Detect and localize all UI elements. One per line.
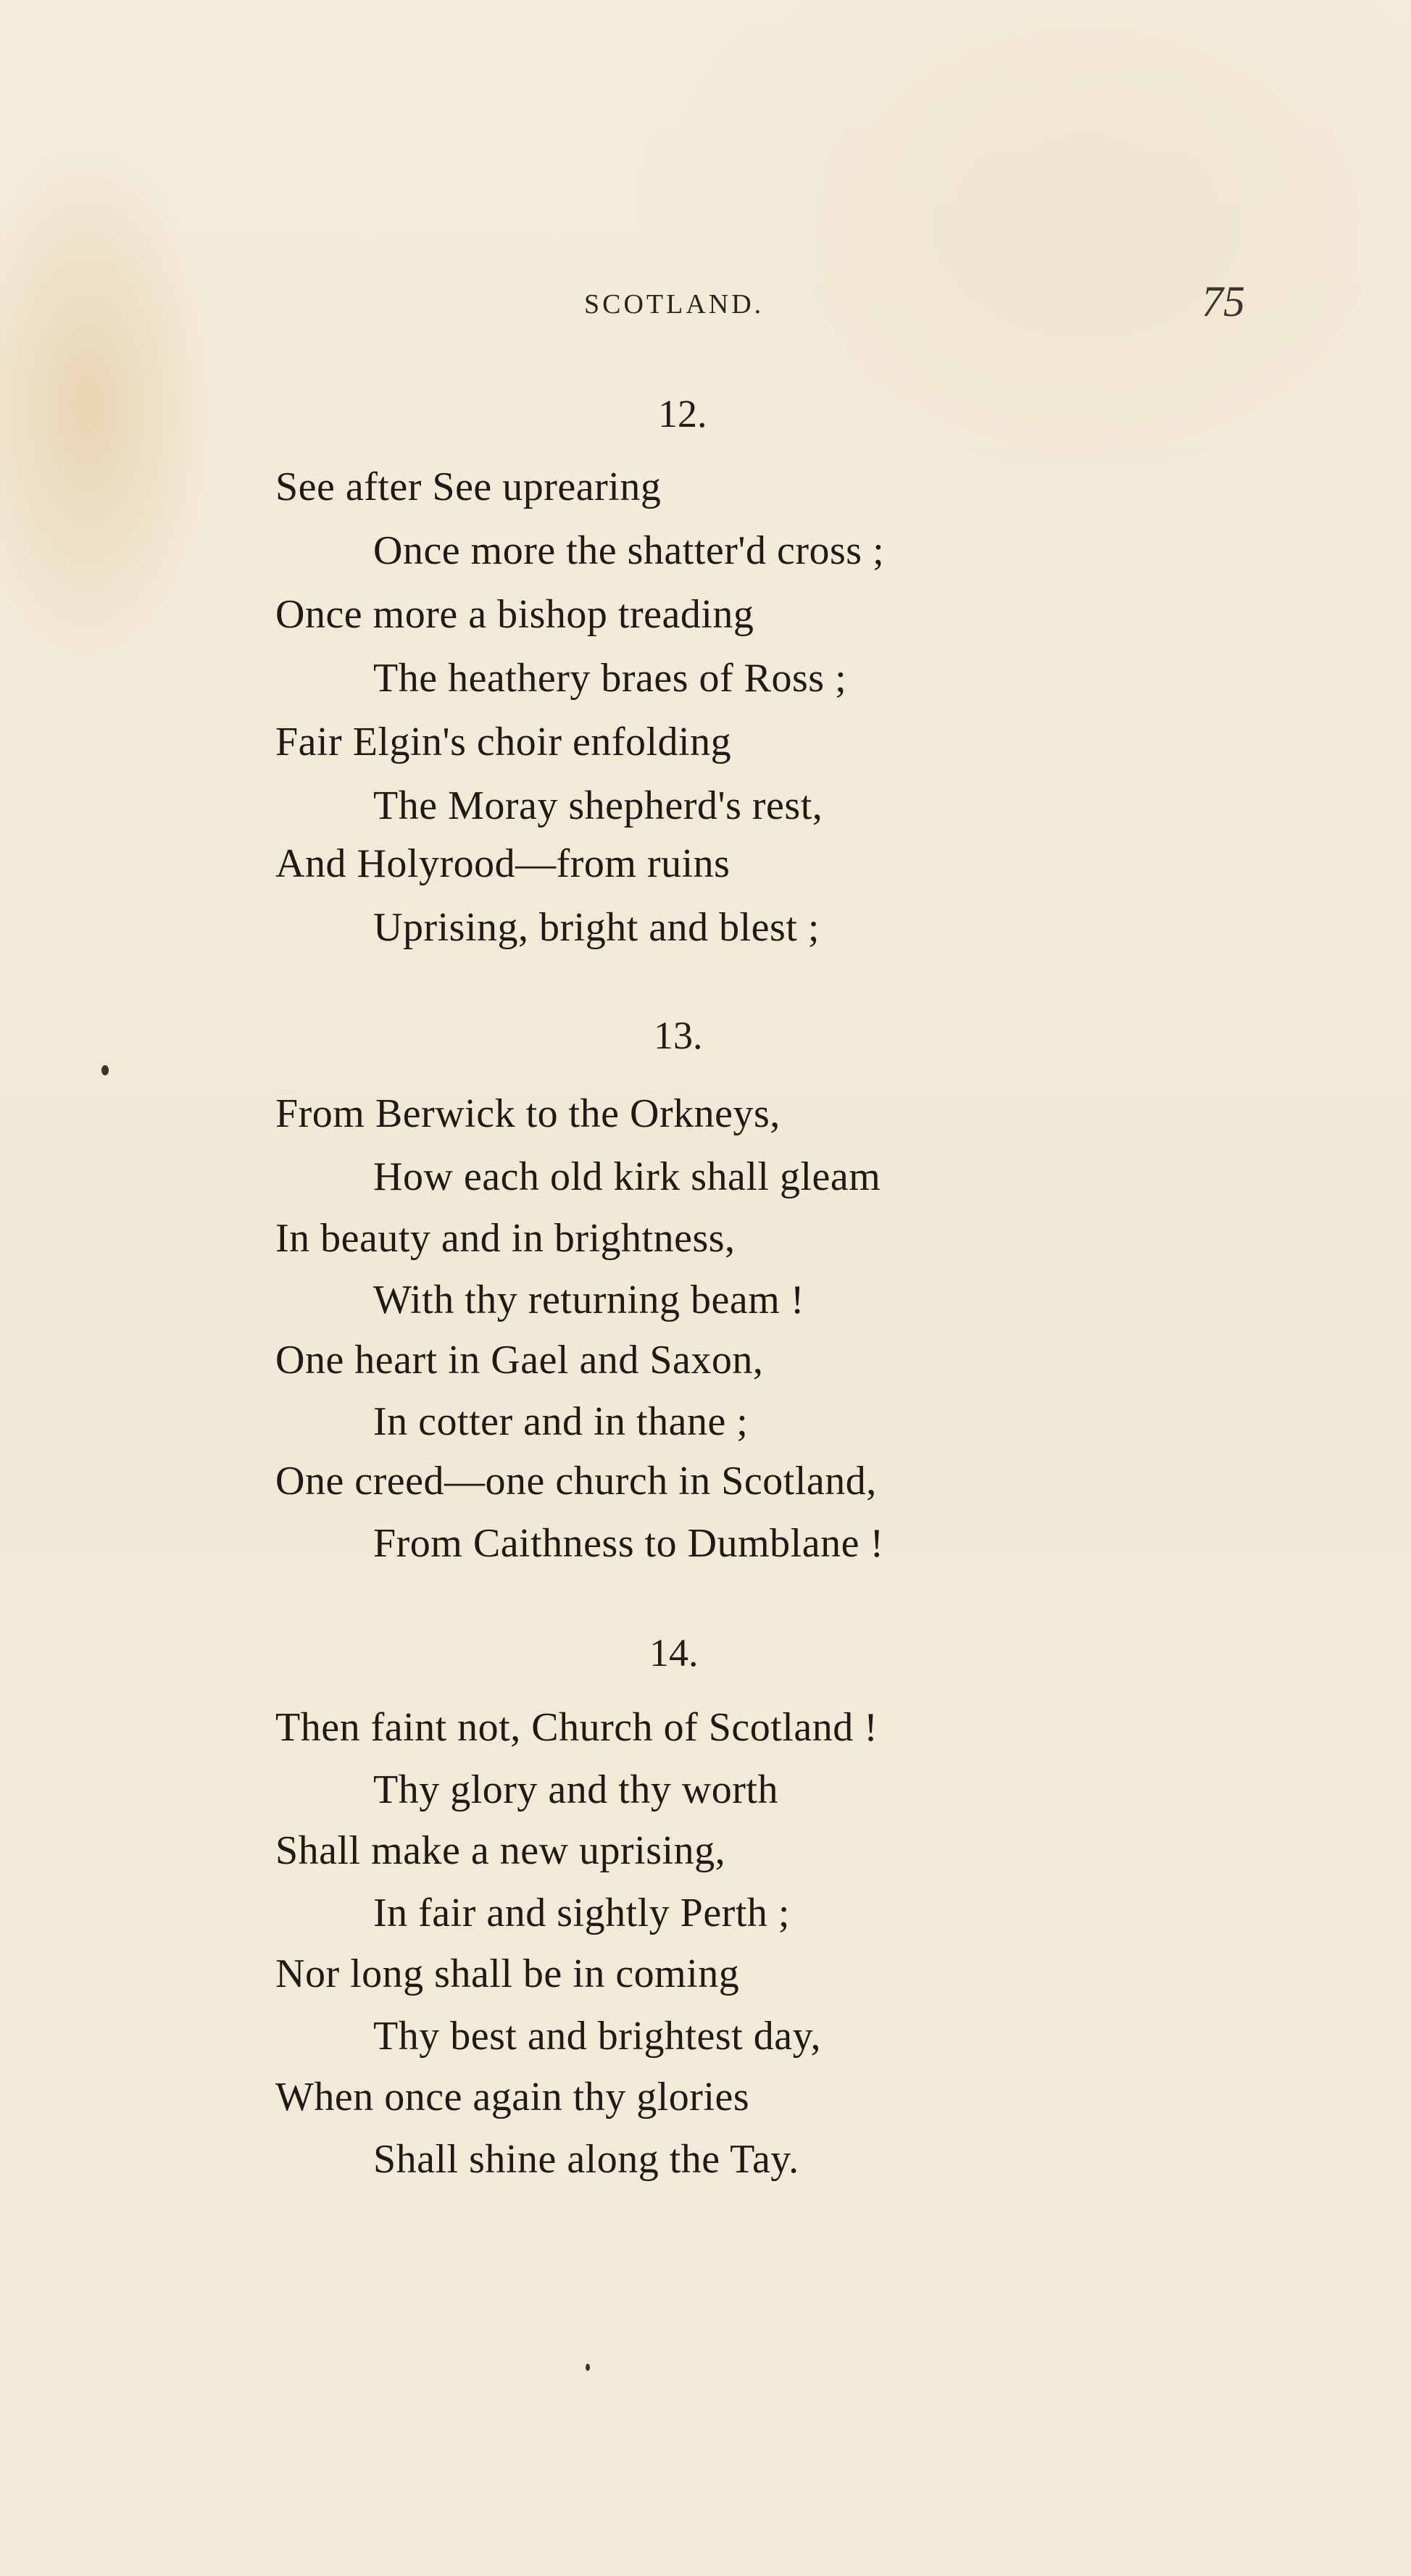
stanza-number: 13. (654, 1014, 703, 1057)
verse-line: From Caithness to Dumblane ! (373, 1521, 884, 1566)
verse-line: One creed—one church in Scotland, (275, 1459, 877, 1504)
verse-line: In cotter and in thane ; (373, 1399, 749, 1444)
ink-speck (101, 1065, 109, 1075)
verse-line: The heathery braes of Ross ; (373, 656, 847, 701)
verse-line: Then faint not, Church of Scotland ! (275, 1705, 878, 1750)
verse-line: Nor long shall be in coming (275, 1951, 740, 1996)
verse-line: With thy returning beam ! (373, 1277, 804, 1322)
verse-line: How each old kirk shall gleam (373, 1154, 881, 1199)
verse-line: In beauty and in brightness, (275, 1216, 736, 1261)
page-number: 75 (1202, 278, 1245, 325)
verse-line: One heart in Gael and Saxon, (275, 1338, 764, 1383)
verse-line: Thy best and brightest day, (373, 2014, 821, 2059)
stanza-number: 14. (649, 1631, 699, 1675)
verse-line: Shall shine along the Tay. (373, 2137, 799, 2182)
verse-line: Uprising, bright and blest ; (373, 905, 820, 950)
verse-line: And Holyrood—from ruins (275, 841, 731, 886)
verse-line: When once again thy glories (275, 2075, 750, 2119)
ink-speck (586, 2364, 590, 2371)
stanza-number: 12. (658, 392, 707, 435)
verse-line: From Berwick to the Orkneys, (275, 1091, 781, 1136)
verse-line: See after See uprearing (275, 464, 662, 509)
running-title: SCOTLAND. (584, 289, 765, 320)
verse-line: The Moray shepherd's rest, (373, 783, 823, 828)
verse-line: In fair and sightly Perth ; (373, 1891, 790, 1935)
verse-line: Shall make a new uprising, (275, 1828, 726, 1873)
verse-line: Thy glory and thy worth (373, 1767, 778, 1812)
verse-line: Once more the shatter'd cross ; (373, 528, 885, 573)
verse-line: Once more a bishop treading (275, 592, 754, 637)
verse-line: Fair Elgin's choir enfolding (275, 720, 732, 764)
